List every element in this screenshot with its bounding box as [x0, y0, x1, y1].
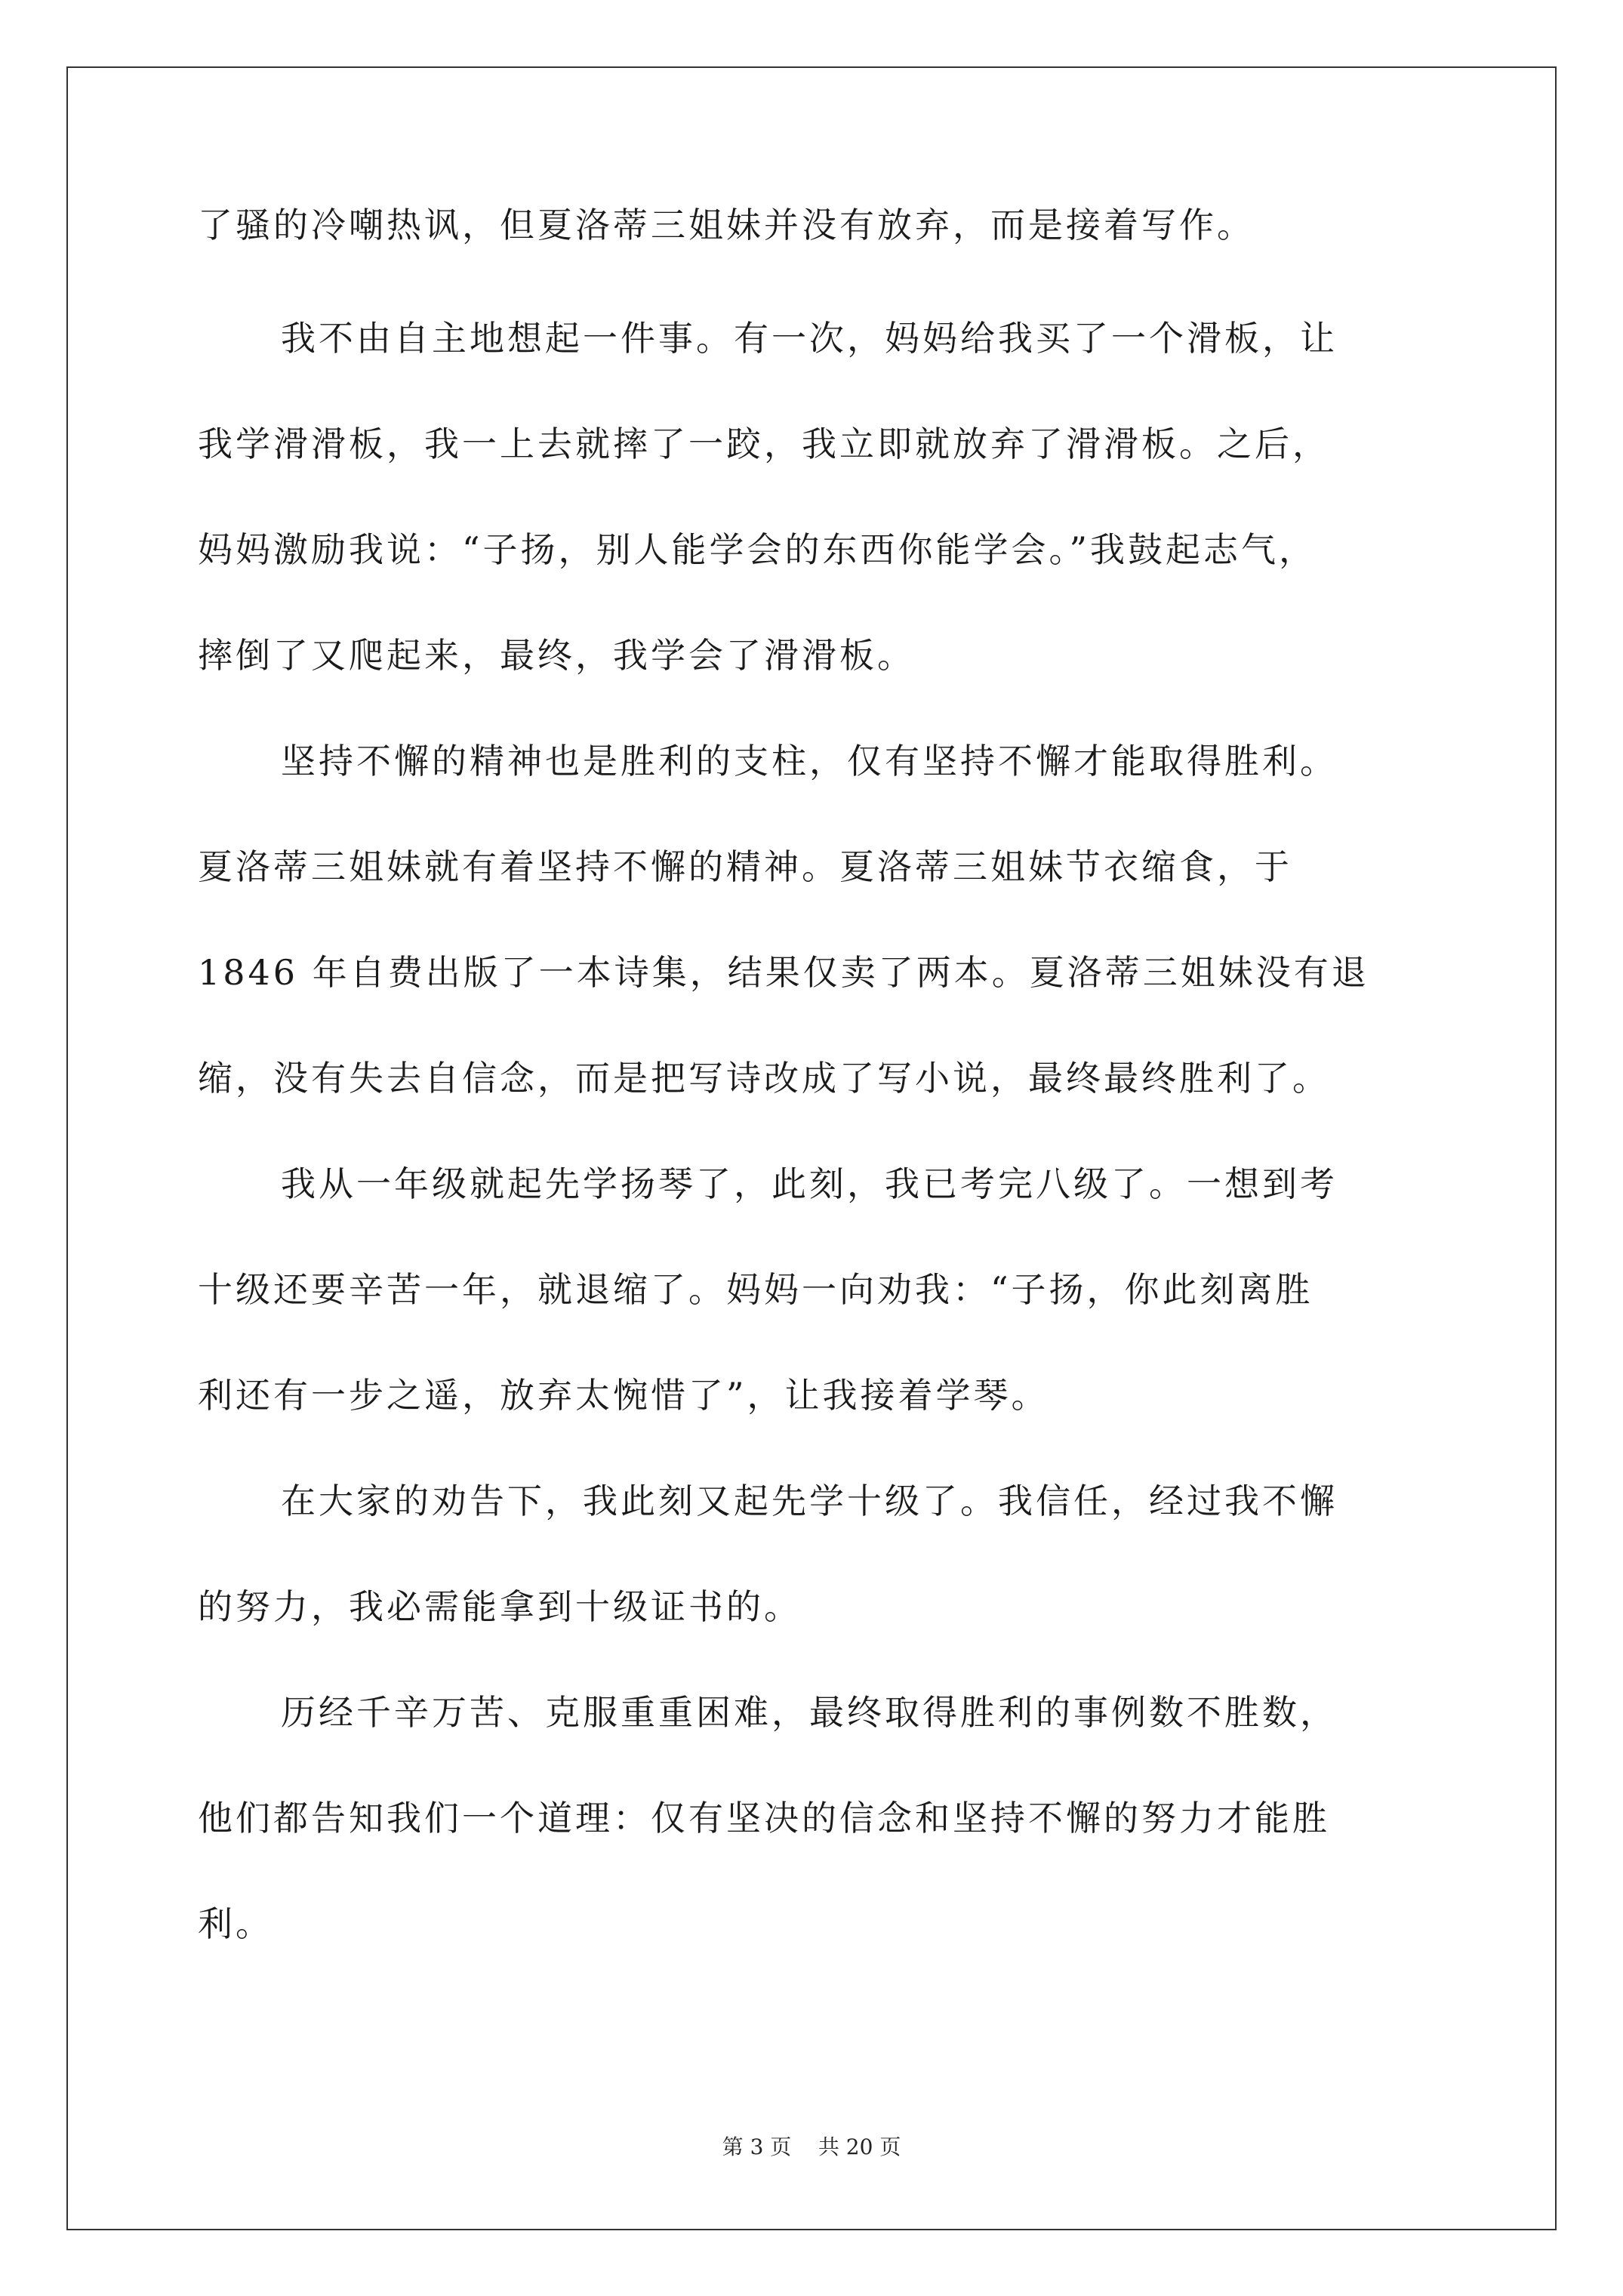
- text-line: 他们都告知我们一个道理：仅有坚决的信念和坚持不懈的努力才能胜: [198, 1798, 1330, 1838]
- page-border: [66, 66, 1557, 2230]
- text-line: 了骚的冷嘲热讽，但夏洛蒂三姐妹并没有放弃，而是接着写作。: [198, 205, 1255, 245]
- text-line: 利。: [198, 1903, 273, 1944]
- paragraph-first-line: 我从一年级就起先学扬琴了，此刻，我已考完八级了。一想到考: [281, 1163, 1338, 1204]
- paragraph-first-line: 在大家的劝告下，我此刻又起先学十级了。我信任，经过我不懈: [281, 1481, 1338, 1521]
- text-line: 的努力，我必需能拿到十级证书的。: [198, 1586, 802, 1627]
- text-line: 摔倒了又爬起来，最终，我学会了滑滑板。: [198, 635, 915, 676]
- text-line: 夏洛蒂三姐妹就有着坚持不懈的精神。夏洛蒂三姐妹节衣缩食，于: [198, 846, 1292, 887]
- text-line: 1846 年自费出版了一本诗集，结果仅卖了两本。夏洛蒂三姐妹没有退: [198, 952, 1369, 993]
- paragraph-first-line: 历经千辛万苦、克服重重困难，最终取得胜利的事例数不胜数，: [281, 1692, 1338, 1733]
- text-line: 妈妈激励我说：“子扬，别人能学会的东西你能学会。”我鼓起志气，: [198, 529, 1317, 570]
- page-number-footer: 第 3 页 共 20 页: [722, 2134, 901, 2159]
- text-line: 缩，没有失去自信念，而是把写诗改成了写小说，最终最终胜利了。: [198, 1058, 1330, 1099]
- paragraph-first-line: 我不由自主地想起一件事。有一次，妈妈给我买了一个滑板，让: [281, 318, 1338, 359]
- text-line: 十级还要辛苦一年，就退缩了。妈妈一向劝我：“子扬，你此刻离胜: [198, 1269, 1313, 1310]
- text-line: 我学滑滑板，我一上去就摔了一跤，我立即就放弃了滑滑板。之后，: [198, 424, 1330, 464]
- paragraph-first-line: 坚持不懈的精神也是胜利的支柱，仅有坚持不懈才能取得胜利。: [281, 741, 1338, 781]
- text-line: 利还有一步之遥，放弃太惋惜了”，让我接着学琴。: [198, 1375, 1049, 1416]
